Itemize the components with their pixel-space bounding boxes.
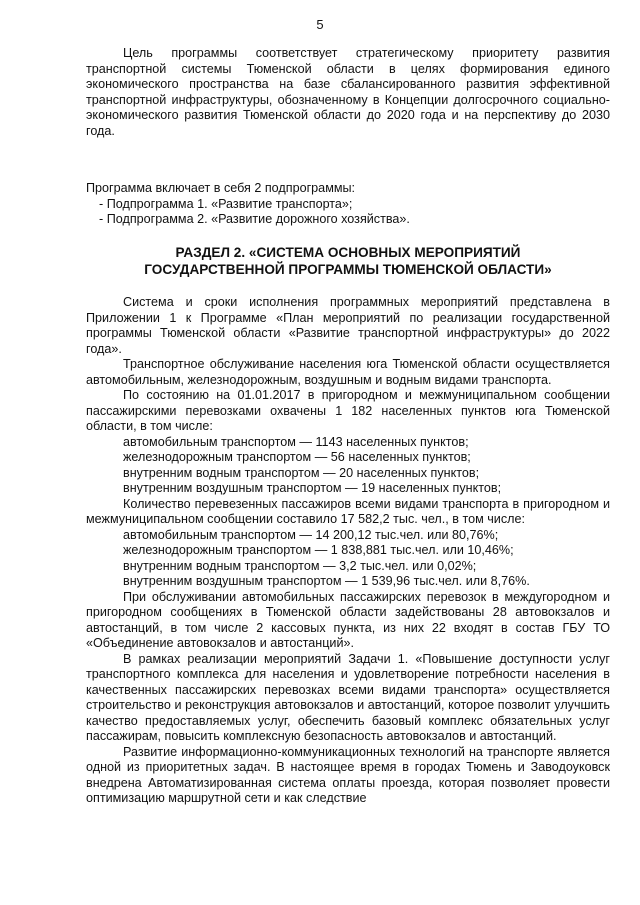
coverage-item: внутренним водным транспортом — 20 населенных пунктов; bbox=[123, 465, 480, 480]
paragraph-system: Система и сроки исполнения программных мероприятий представлена в Приложении 1 к Программе «План мероприятий по реализации государственной программы Тюменской области «Развитие транспортной инфраструктуры» до 2022 года». bbox=[86, 295, 610, 356]
paragraph-coverage: По состоянию на 01.01.2017 в пригородном и межмуниципальном сообщении пассажирскими перевозками охвачены 1 182 населенных пунктов юга Тюменской области, в том числе: bbox=[86, 388, 610, 433]
subprograms-section bbox=[86, 181, 610, 228]
goal-paragraph: Цель программы соответствует стратегическому приоритету развития транспортной системы Тюменской области в целях формирования единого экономического пространства на базе сбалансированного развития эффективной транспортной инфраструктуры, обозначенному в Концепции долгосрочного социально-экономического развития Тюменской области до 2020 года и на перспективу до 2030 года. bbox=[86, 46, 610, 138]
coverage-item: автомобильным транспортом — 1143 населенных пунктов; bbox=[123, 434, 469, 449]
paragraph-service: Транспортное обслуживание населения юга Тюменской области осуществляется автомобильным, железнодорожным, воздушным и водным видами транспорта. bbox=[86, 357, 610, 387]
paragraph-task: В рамках реализации мероприятий Задачи 1. «Повышение доступности услуг транспортного комплекса для населения и удовлетворение потребности населения в качественных пассажирских перевозках всеми видами транспорта» осуществляется строительство и реконструкция автовокзалов и автостанций, которое позволит улучшить качество предоставляемых услуг, обеспечить базовый комплекс обязательных услуг пассажирам, повысить комплексную безопасность автовокзалов и автостанций. bbox=[86, 651, 610, 743]
paragraph-passengers: Количество перевезенных пассажиров всеми видами транспорта в пригородном и межмуниципальном сообщении составило 17 582,2 тыс. чел., в том числе: bbox=[86, 496, 610, 526]
coverage-item: железнодорожным транспортом — 56 населенных пунктов; bbox=[123, 450, 471, 464]
section-heading-line-2: ГОСУДАРСТВЕННОЙ ПРОГРАММЫ ТЮМЕНСКОЙ ОБЛАСТИ» bbox=[144, 262, 552, 277]
paragraph-stations: При обслуживании автомобильных пассажирских перевозок в междугородном и пригородном сообщениях в Тюменской области задействованы 28 автовокзалов и автостанций, в том числе 2 кассовых пункта, из них 22 входят в состав ГБУ ТО «Объединение автовокзалов и автостанций». bbox=[86, 589, 610, 650]
subprograms-intro: Программа включает в себя 2 подпрограммы: bbox=[86, 181, 356, 195]
passenger-item: автомобильным транспортом — 14 200,12 тыс.чел. или 80,76%; bbox=[123, 527, 499, 542]
page-number: 5 bbox=[316, 17, 324, 32]
subprogram-item: - Подпрограмма 2. «Развитие дорожного хозяйства». bbox=[99, 212, 410, 226]
passenger-item: железнодорожным транспортом — 1 838,881 тыс.чел. или 10,46%; bbox=[123, 543, 514, 557]
coverage-item: внутренним воздушным транспортом — 19 населенных пунктов; bbox=[123, 481, 502, 495]
paragraph-it: Развитие информационно-коммуникационных технологий на транспорте является одной из приоритетных задач. В настоящее время в городах Тюмень и Заводоуковск внедрена Автоматизированная система оплаты проезда, которая позволяет провести оптимизацию маршрутной сети и как следствие bbox=[86, 744, 610, 805]
goal-section bbox=[86, 46, 610, 139]
section-heading-line-1: РАЗДЕЛ 2. «СИСТЕМА ОСНОВНЫХ МЕРОПРИЯТИЙ bbox=[175, 245, 521, 260]
subprogram-item: - Подпрограмма 1. «Развитие транспорта»; bbox=[99, 196, 353, 211]
passenger-item: внутренним водным транспортом — 3,2 тыс.чел. или 0,02%; bbox=[123, 558, 477, 573]
passenger-item: внутренним воздушным транспортом — 1 539,96 тыс.чел. или 8,76%. bbox=[123, 574, 530, 588]
section-body bbox=[86, 295, 610, 807]
